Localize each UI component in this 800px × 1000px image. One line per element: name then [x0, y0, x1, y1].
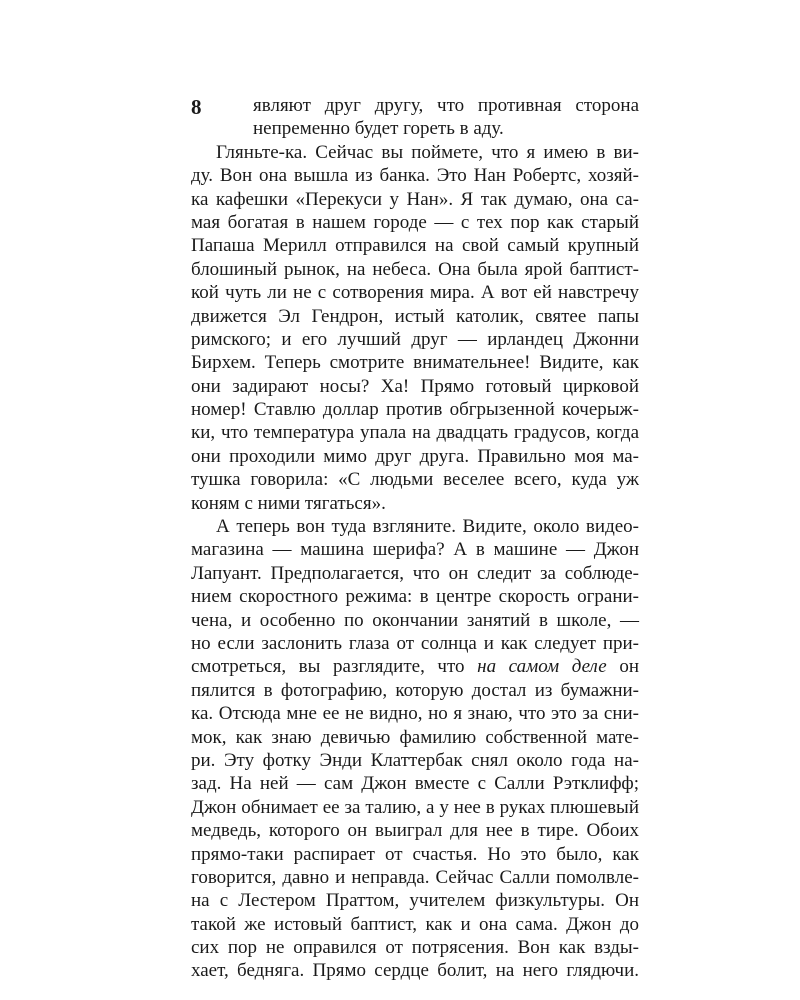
text-line: такой же истовый баптист, как и она сама. Джон до [191, 913, 639, 935]
text-line: кой чуть ли не с сотворения мира. А вот ей навстречу [191, 282, 639, 304]
text-line: являют друг другу, что противная сторона [253, 95, 639, 116]
text-line: номер! Ставлю доллар против обгрызенной кочерыж- [191, 399, 639, 421]
text-line: медведь, которого он выиграл для нее в тире. Обоих [191, 820, 639, 842]
book-page [191, 94, 639, 983]
text-line: мая богатая в нашем городе — с тех пор как старый [191, 211, 639, 233]
text-line: на с Лестером Праттом, учителем физкультуры. Он [191, 890, 639, 912]
text-line: Джон обнимает ее за талию, а у нее в руках плюшевый [191, 796, 639, 818]
text-line: хает, бедняга. Прямо сердце болит, на него глядючи. [191, 960, 639, 982]
text-line: Гляньте-ка. Сейчас вы поймете, что я имею в ви- [216, 141, 639, 163]
text-line: мок, как знаю девичью фамилию собственной мате- [191, 726, 639, 748]
text-line: А теперь вон туда взгляните. Видите, около видео- [216, 516, 639, 538]
text-line: непременно будет гореть в аду. [253, 118, 504, 140]
text-line: зад. На ней — сам Джон вместе с Салли Рэтклифф; [191, 773, 639, 795]
continuation-block [191, 94, 639, 141]
text-line: ка. Отсюда мне ее не видно, но я знаю, что это за сни- [191, 703, 639, 725]
text-line: блошиный рынок, на небеса. Она была ярой баптист- [191, 258, 639, 280]
text-line: Лапуант. Предполагается, что он следит за соблюде- [191, 562, 639, 584]
text-line: они проходили мимо друг друга. Правильно моя ма- [191, 445, 639, 467]
text-line: нием скоростного режима: в центре скорость ограни- [191, 586, 639, 608]
text-line: ду. Вон она вышла из банка. Это Нан Робертс, хозяй- [191, 165, 639, 187]
text-line: римского; и его лучший друг — ирландец Джонни [191, 328, 639, 350]
page-number: 8 [191, 95, 202, 119]
text-line: коням с ними тягаться». [191, 492, 386, 514]
text-line: Папаша Мерилл отправился на свой самый крупный [191, 235, 639, 257]
text-line: движется Эл Гендрон, истый католик, святее папы [191, 305, 639, 327]
paragraph-2 [191, 515, 639, 983]
text-line: тушка говорила: «С людьми веселее всего, куда уж [191, 469, 639, 491]
italic-phrase: на самом деле [477, 656, 607, 678]
text-line: прямо-таки распирает от счастья. Но это было, как [191, 843, 639, 865]
text-line: ки, что температура упала на двадцать градусов, когда [191, 422, 639, 444]
text-line-with-italic [191, 655, 639, 678]
text-line: говорится, давно и неправда. Сейчас Салли помолвле- [191, 866, 639, 888]
text-line: ка кафешки «Перекуси у Нан». Я так думаю, она са- [191, 188, 639, 210]
text-line: сих пор не оправился от потрясения. Вон как взды- [191, 937, 639, 959]
text-line: магазина — машина шерифа? А в машине — Джон [191, 539, 639, 561]
text-fragment: смотреться, вы разглядите, что [191, 656, 478, 678]
text-line: пялится в фотографию, которую достал из бумажни- [191, 679, 639, 701]
text-fragment: он [606, 656, 640, 678]
text-line: они задирают носы? Ха! Прямо готовый цирковой [191, 375, 639, 397]
text-line: чена, и особенно по окончании занятий в школе, — [191, 609, 639, 631]
text-line: ри. Эту фотку Энди Клаттербак снял около года на- [191, 749, 639, 771]
text-line: Бирхем. Теперь смотрите внимательнее! Видите, как [191, 352, 639, 374]
paragraph-1 [191, 141, 639, 515]
text-line: но если заслонить глаза от солнца и как следует при- [191, 632, 639, 654]
